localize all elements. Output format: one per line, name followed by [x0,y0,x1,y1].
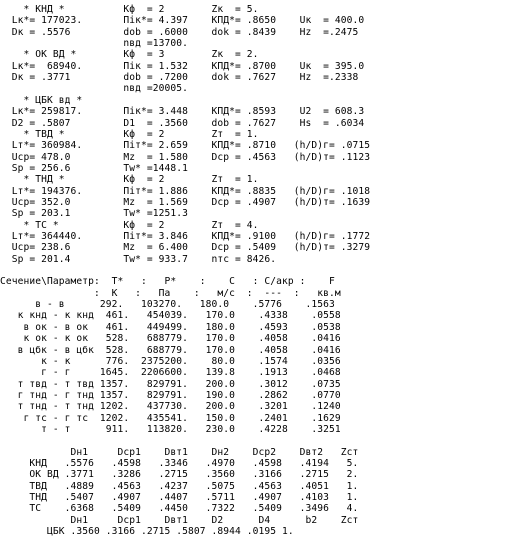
text-line: Сечение\Параметр: T* : P* : C : C/aкр : F [0,276,335,288]
text-line: Dн1 Dcp1 Dвт1 D2 D4 b2 Zст [0,514,359,526]
text-line: Lт*= 360984. Пiт*= 2.659 КПД*= .8710 (h/D)г= .0715 [0,140,371,152]
text-line: Lт*= 194376. Пiт*= 1.886 КПД*= .8835 (h/D)г= .1018 [0,185,371,197]
text-line: Dк = .3771 dob = .7200 dok = .7627 Hz =.2338 [0,72,359,84]
text-line: в - в 292. 103270. 180.0 .5776 .1563 [0,299,335,311]
text-line: ТВД .4889 .4563 .4237 .5075 .4563 .4051 1. [0,480,359,492]
text-line: к кнд - к кнд 461. 454039. 170.0 .4338 .0558 [0,310,341,322]
text-line: * ЦБК вд * [0,94,83,106]
text-line: ОК ВД .3771 .3286 .2715 .3560 .3166 .2715 2. [0,469,359,481]
text-line: к ок - к ок 528. 688779. 170.0 .4058 .0416 [0,333,341,345]
text-line: Lт*= 364440. Пiт*= 3.846 КПД*= .9100 (h/D)г= .1772 [0,231,371,242]
text-line: т тнд - т тнд 1202. 437730. 200.0 .3201 .1240 [0,401,341,413]
text-line: Sp = 256.6 Tw* =1448.1 [0,162,189,174]
text-line: ТС .6368 .5409 .4450 .7322 .5409 .3496 4. [0,503,359,515]
text-line: * КНД * Кф = 2 Zк = 5. [0,4,259,15]
text-line: Sp = 203.1 Tw* =1251.3 [0,208,189,220]
text-line: г тс - г тс 1202. 435541. 150.0 .2401 .1629 [0,412,341,424]
text-line: ЦБК .3560 .3166 .2715 .5807 .8944 .0195 1. [0,526,294,538]
text-line: т - т 911. 113820. 230.0 .4228 .3251 [0,423,341,435]
text-line: Ucp= 352.0 Mz = 1.569 Dcp = .4907 (h/D)т= .1639 [0,196,371,208]
text-line: Lк*= 177023. Пiк*= 4.397 КПД*= .8650 Uк = 400.0 [0,15,365,27]
text-line: в ок - в ок 461. 449499. 180.0 .4593 .0538 [0,321,341,333]
text-line: к - к 776. 2375200. 80.0 .1574 .0356 [0,355,341,367]
text-line: D2 = .5807 D1 = .3560 dob = .7627 Hs = .6034 [0,117,365,129]
text-line: т твд - т твд 1357. 829791. 200.0 .3012 .0735 [0,378,341,390]
text-line: Dк = .5576 dob = .6000 dok = .8439 Hz =.2475 [0,26,359,38]
text-line: * ОК ВД * Кф = 3 Zк = 2. [0,49,259,61]
text-line: Lк*= 68940. Пiк = 1.532 КПД*= .8700 Uк = 395.0 [0,60,365,72]
text-line: Ucp= 238.6 Mz = 6.400 Dcp = .5409 (h/D)т= .3279 [0,242,371,254]
text-line: nвд =20005. [0,83,189,95]
text-line: ТНД .5407 .4907 .4407 .5711 .4907 .4103 1. [0,492,359,504]
text-line: Ucp= 478.0 Mz = 1.580 Dcp = .4563 (h/D)т= .1123 [0,151,371,163]
text-line: Sp = 201.4 Tw* = 933.7 nтс = 8426. [0,253,277,265]
text-line: nвд =13700. [0,38,189,50]
text-line: КНД .5576 .4598 .3346 .4970 .4598 .4194 5. [0,458,359,469]
text-line: * ТС * Кф = 2 Zт = 4. [0,219,259,231]
text-line: Lк*= 259817. Пiк*= 3.448 КПД*= .8593 U2 = 608.3 [0,106,365,118]
text-line: : К : Па : м/с : --- : кв.м [0,287,341,299]
text-line: г - г 1645. 2206600. 139.8 .1913 .0468 [0,367,341,379]
text-line: в цбк - в цбк 528. 688779. 170.0 .4058 .0416 [0,344,341,356]
text-line: * ТНД * Кф = 2 Zт = 1. [0,174,259,186]
text-line: г тнд - г тнд 1357. 829791. 190.0 .2862 .0770 [0,389,341,401]
text-line: * ТВД * Кф = 2 Zт = 1. [0,128,259,140]
text-line: Dн1 Dcp1 Dвт1 Dн2 Dcp2 Dвт2 Zст [0,446,359,458]
